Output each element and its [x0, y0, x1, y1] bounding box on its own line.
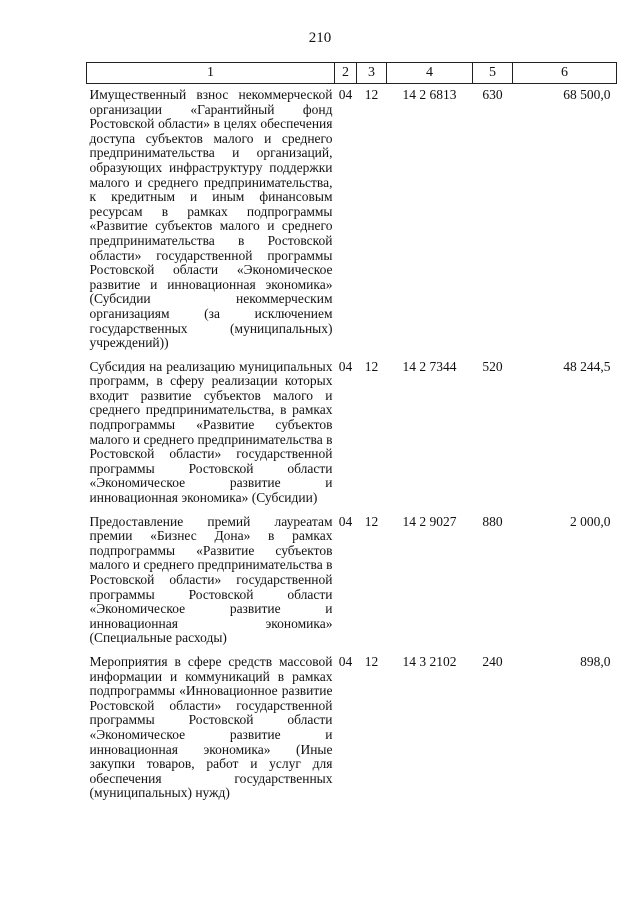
row-target-article: 14 3 2102 — [402, 653, 457, 669]
table-row — [87, 651, 617, 806]
table-row — [87, 356, 617, 511]
row-subsection-code: 12 — [364, 653, 379, 669]
row-expense-type: 630 — [482, 87, 503, 102]
row-expense-type: 520 — [482, 358, 503, 374]
column-header-5: 5 — [473, 63, 513, 84]
row-target-article: 14 2 9027 — [402, 513, 457, 529]
row-subsection-code: 12 — [364, 358, 379, 374]
column-header-4: 4 — [387, 63, 473, 84]
row-section-code: 04 — [338, 653, 353, 669]
row-section-code: 04 — [338, 358, 353, 374]
row-section-code: 04 — [338, 513, 353, 529]
row-amount: 2 000,0 — [570, 513, 611, 529]
row-amount: 48 244,5 — [563, 358, 611, 374]
table-row — [87, 511, 617, 651]
row-amount: 898,0 — [580, 653, 611, 669]
row-description: Субсидия на реализацию муниципальных программ, в сферу реализации которых входит развитие субъектов малого и среднего предпринимательства, в рамках подпрограммы «Развитие субъектов малого и среднего предпринимательства в Ростовской области» государственной программы Ростовской области «Экономическое развитие и инновационная экономика» (Субсидии) — [89, 358, 333, 506]
page-number: 210 — [308, 30, 332, 46]
row-section-code: 04 — [338, 87, 353, 102]
row-target-article: 14 2 7344 — [402, 358, 457, 374]
row-description: Предоставление премий лауреатам премии «Бизнес Дона» в рамках подпрограммы «Развитие субъектов малого и среднего предпринимательства в Ростовской области» государственной программы Ростовской области «Экономическое развитие и инновационная экономика» (Специальные расходы) — [89, 513, 333, 646]
row-target-article: 14 2 6813 — [402, 87, 457, 102]
column-header-3: 3 — [357, 63, 387, 84]
row-expense-type: 880 — [482, 513, 503, 529]
row-subsection-code: 12 — [364, 513, 379, 529]
column-header-6: 6 — [513, 63, 617, 84]
row-description: Мероприятия в сфере средств массовой информации и коммуникаций в рамках подпрограммы «Инновационное развитие Ростовской области» государственной программы Ростовской области «Экономическое развитие и инновационная экономика» (Иные закупки товаров, работ и услуг для обеспечения государственных (муниципальных) нужд) — [89, 653, 333, 801]
table-row — [87, 84, 617, 356]
column-header-2: 2 — [335, 63, 357, 84]
table-header-row — [87, 63, 617, 84]
row-amount: 68 500,0 — [563, 87, 611, 102]
row-description: Имущественный взнос некоммерческой организации «Гарантийный фонд Ростовской области» в целях обеспечения доступа субъектов малого и среднего предпринимательства и организаций, образующих инфраструктуру поддержки малого и среднего предпринимательства, к кредитным и иным финансовым ресурсам в рамках подпрограммы «Развитие субъектов малого и среднего предпринимательства в Ростовской области» государственной программы Ростовской области «Экономическое развитие и инновационная экономика» (Субсидии некоммерческим организациям (за исключением государственных (муниципальных) учреждений)) — [89, 87, 333, 351]
row-expense-type: 240 — [482, 653, 503, 669]
budget-table — [86, 62, 617, 806]
row-subsection-code: 12 — [364, 87, 379, 102]
column-header-1: 1 — [87, 63, 335, 84]
